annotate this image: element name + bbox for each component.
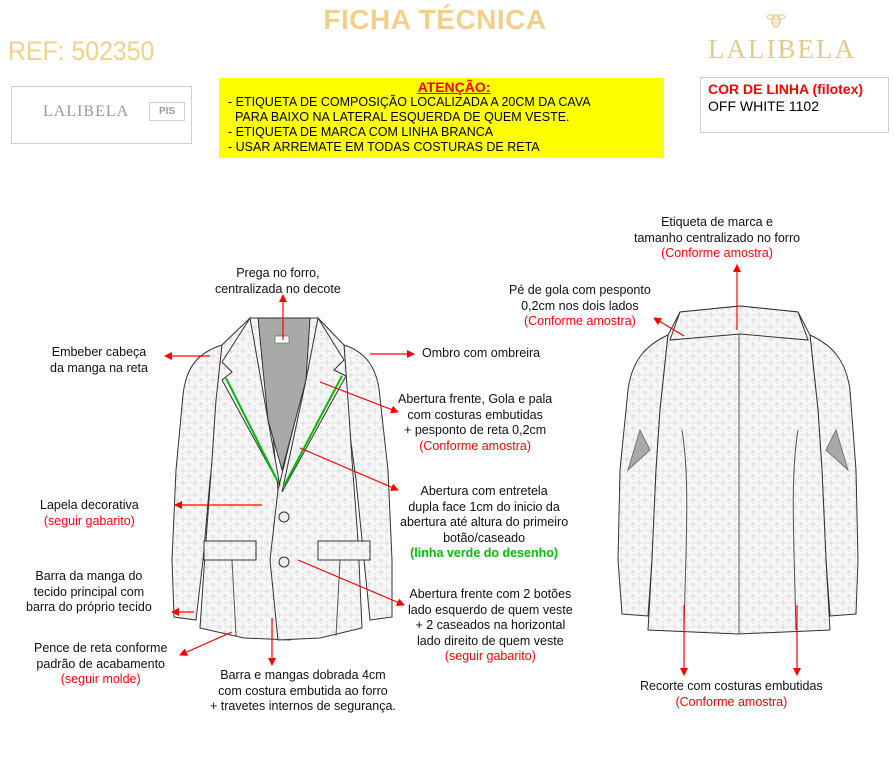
note-line: 0,2cm nos dois lados	[521, 298, 639, 313]
note-line: Pé de gola com pesponto	[509, 283, 651, 297]
brand-label-text: LALIBELA	[43, 103, 130, 120]
note-barra-manga	[26, 569, 152, 616]
note-line: lado esquerdo de quem veste	[408, 602, 573, 617]
note-line: botão/caseado	[443, 530, 526, 545]
note-line: Ombro com ombreira	[422, 346, 541, 360]
attention-line: - ETIQUETA DE COMPOSIÇÃO LOCALIZADA A 20CM DA CAVA	[228, 95, 591, 109]
note-line: centralizada no decote	[215, 281, 341, 296]
attention-line: PARA BAIXO NA LATERAL ESQUERDA DE QUEM VESTE.	[228, 110, 570, 124]
pis-tag: PIS	[149, 102, 185, 121]
note-line-red: (Conforme amostra)	[661, 246, 773, 260]
note-recorte	[640, 679, 823, 710]
note-line-green: (linha verde do desenho)	[410, 546, 559, 560]
note-line: Barra da manga do	[35, 569, 143, 583]
note-pence	[34, 641, 167, 688]
note-line-red: (Conforme amostra)	[523, 314, 636, 328]
note-line: com costuras embutidas	[407, 407, 543, 422]
note-line: Pence de reta conforme	[34, 641, 168, 655]
thread-color-value: OFF WHITE 1102	[708, 98, 819, 114]
front-jacket-drawing	[172, 318, 392, 640]
note-lapela	[40, 498, 139, 529]
note-line: Barra e mangas dobrada 4cm	[220, 668, 386, 682]
note-line: Abertura frente, Gola e pala	[398, 392, 553, 406]
note-line: + pesponto de reta 0,2cm	[404, 423, 547, 437]
note-entretela	[400, 484, 568, 562]
note-line: + travetes internos de segurança.	[210, 699, 396, 713]
reference-code: REF: 502350	[8, 36, 155, 66]
note-line: Etiqueta de marca e	[661, 215, 773, 229]
note-line: dupla face 1cm do inicio da	[408, 499, 560, 514]
note-botoes	[408, 587, 573, 665]
front-left-pocket	[204, 541, 256, 560]
front-button-bottom	[279, 557, 289, 567]
note-line-red: (seguir molde)	[60, 672, 141, 686]
thread-color-label: COR DE LINHA (filotex)	[708, 81, 864, 97]
front-right-pocket	[318, 541, 370, 560]
page-title: FICHA TÉCNICA	[323, 4, 547, 35]
note-line: tamanho centralizado no forro	[634, 230, 801, 245]
note-line: com costura embutida ao forro	[218, 683, 388, 698]
brand-logo: LALIBELA	[708, 34, 856, 64]
note-line: da manga na reta	[50, 360, 148, 375]
note-line: tecido principal com	[33, 584, 145, 599]
note-pe-gola	[509, 283, 651, 330]
note-line: Embeber cabeça	[51, 345, 147, 359]
back-jacket-drawing	[618, 306, 858, 634]
note-prega	[215, 266, 341, 297]
note-abertura-frente	[398, 392, 552, 454]
attention-line: - USAR ARREMATE EM TODAS COSTURAS DE RETA	[228, 140, 540, 154]
attention-title: ATENÇÃO:	[417, 79, 491, 95]
note-line: Abertura frente com 2 botões	[409, 587, 572, 601]
note-barra	[210, 668, 396, 715]
note-embeber	[50, 345, 148, 376]
attention-line: - ETIQUETA DE MARCA COM LINHA BRANCA	[228, 125, 494, 139]
note-ombro	[422, 346, 540, 362]
note-line: Lapela decorativa	[40, 498, 139, 512]
note-line: Abertura com entretela	[420, 484, 548, 498]
note-line: lado direito de quem veste	[417, 633, 564, 648]
note-line-red: (Conforme amostra)	[675, 694, 788, 709]
note-etiqueta	[634, 215, 800, 262]
note-line: padrão de acabamento	[36, 656, 165, 671]
note-line: abertura até altura do primeiro	[400, 515, 569, 529]
note-line: + 2 caseados na horizontal	[415, 618, 566, 632]
note-line: Recorte com costuras embutidas	[640, 679, 823, 693]
note-line-red: (Conforme amostra)	[419, 438, 532, 453]
front-button-top	[279, 512, 289, 522]
note-line: Prega no forro,	[236, 266, 320, 280]
note-line-red: (seguir gabarito)	[444, 649, 536, 663]
note-line-red: (seguir gabarito)	[43, 513, 135, 528]
note-line: barra do próprio tecido	[26, 600, 152, 614]
